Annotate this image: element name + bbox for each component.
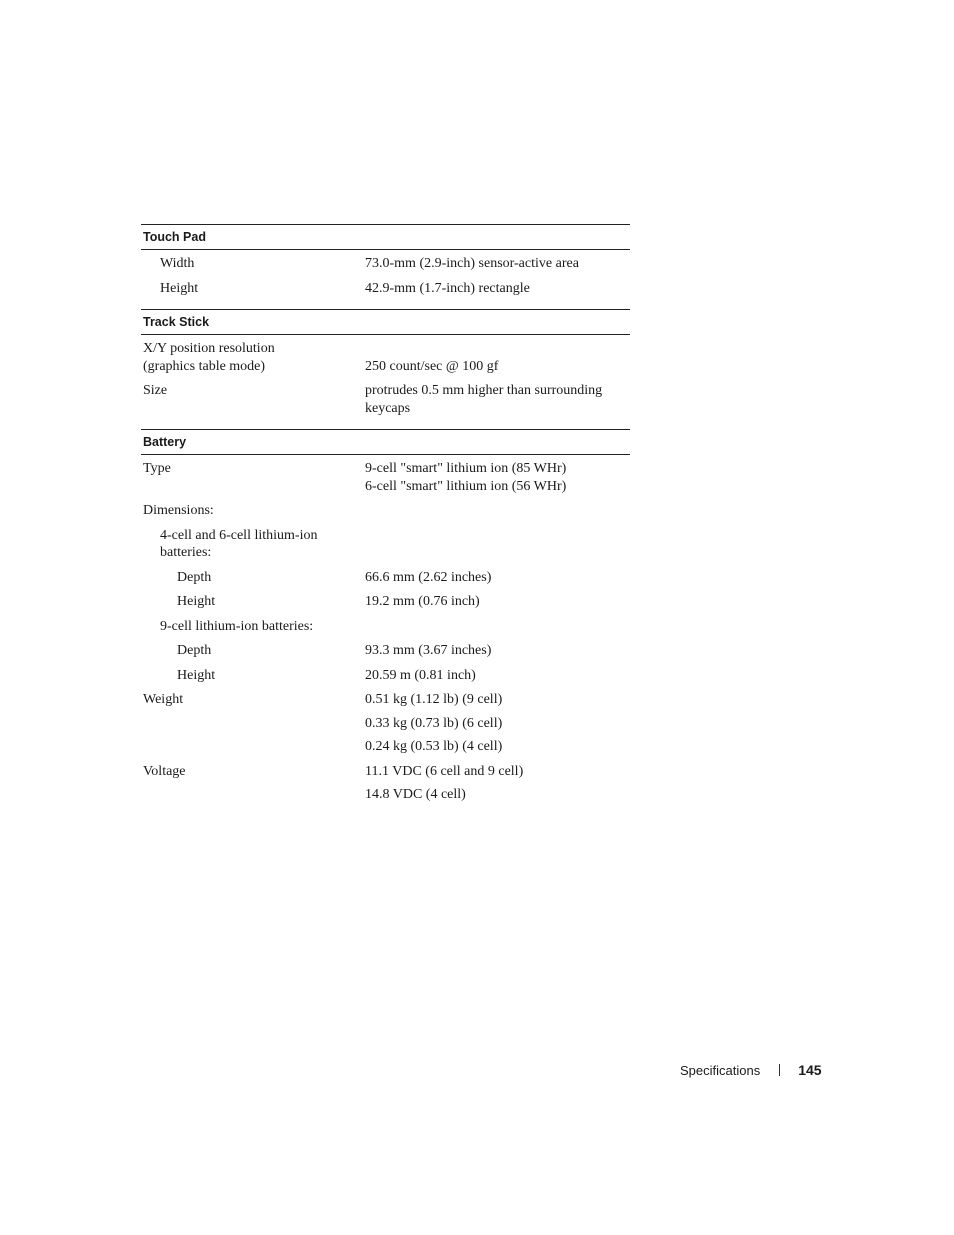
spec-value [365, 460, 630, 495]
spec-label: Weight [143, 692, 184, 707]
section-touch-pad [141, 224, 630, 309]
spec-label: Height [177, 594, 216, 609]
spec-row-resolution [141, 337, 630, 379]
page-footer [680, 1061, 822, 1079]
spec-label: Voltage [143, 763, 186, 779]
spec-row-size [141, 379, 630, 421]
spec-label: Height [177, 667, 216, 683]
spec-label-line: batteries: [160, 545, 212, 560]
spec-row-g9-height [141, 664, 630, 689]
spec-row-type [141, 457, 630, 499]
spec-row-height [141, 277, 630, 302]
spec-value-line: 11.1 VDC (6 cell and 9 cell) [365, 763, 524, 779]
spec-value: 19.2 mm (0.76 inch) [365, 594, 480, 609]
spec-row-group-9 [141, 615, 630, 640]
section-header-track-stick: Track Stick [141, 310, 630, 335]
spec-label: Type [143, 461, 171, 476]
spec-label-line: 4-cell and 6-cell lithium-ion [160, 527, 318, 543]
page-number: 145 [798, 1062, 822, 1078]
spec-value: 93.3 mm (3.67 inches) [365, 643, 492, 658]
spec-label: Width [160, 256, 195, 271]
spec-value-line: 6-cell "smart" lithium ion (56 WHr) [365, 478, 567, 494]
spec-row-dimensions [141, 499, 630, 524]
section-track-stick [141, 309, 630, 429]
spec-row-g9-depth [141, 639, 630, 664]
spec-value: 66.6 mm (2.62 inches) [365, 569, 492, 585]
section-header-touch-pad: Touch Pad [141, 225, 630, 250]
spec-value: 42.9-mm (1.7-inch) rectangle [365, 280, 530, 296]
spec-value-line: keycaps [365, 400, 411, 416]
spec-value: 20.59 m (0.81 inch) [365, 667, 476, 683]
footer-separator [779, 1064, 780, 1076]
spec-label: 9-cell lithium-ion batteries: [160, 618, 314, 634]
spec-value-line: 0.33 kg (0.73 lb) (6 cell) [365, 715, 503, 731]
spec-label: Depth [177, 643, 212, 658]
spec-label: Size [143, 383, 168, 398]
spec-row-voltage [141, 760, 630, 808]
spec-value-line: 0.24 kg (0.53 lb) (4 cell) [365, 739, 503, 754]
spec-value [365, 691, 630, 756]
spec-value: 73.0-mm (2.9-inch) sensor-active area [365, 256, 579, 271]
spec-label-line: (graphics table mode) [143, 358, 266, 374]
spec-row-g46-height [141, 590, 630, 615]
spec-label [141, 340, 365, 375]
spec-label [141, 527, 365, 562]
spec-value-line: 9-cell "smart" lithium ion (85 WHr) [365, 461, 567, 476]
footer-section-name: Specifications [680, 1062, 761, 1078]
spec-value [365, 382, 630, 417]
spec-label: Dimensions: [143, 503, 214, 518]
spec-value: 250 count/sec @ 100 gf [365, 358, 499, 374]
spec-value [365, 763, 630, 804]
spec-row-g46-depth [141, 566, 630, 591]
spec-row-group-4-6 [141, 524, 630, 566]
section-battery [141, 429, 630, 816]
spec-value-line: 14.8 VDC (4 cell) [365, 787, 466, 802]
spec-label: Depth [177, 569, 212, 585]
spec-row-width [141, 252, 630, 277]
spec-row-weight [141, 688, 630, 760]
spec-label-line: X/Y position resolution [143, 341, 275, 356]
spec-value-line: protrudes 0.5 mm higher than surrounding [365, 383, 603, 398]
section-header-battery: Battery [141, 430, 630, 455]
spec-label: Height [160, 280, 199, 296]
spec-table [141, 224, 630, 816]
spec-value-line: 0.51 kg (1.12 lb) (9 cell) [365, 692, 503, 707]
